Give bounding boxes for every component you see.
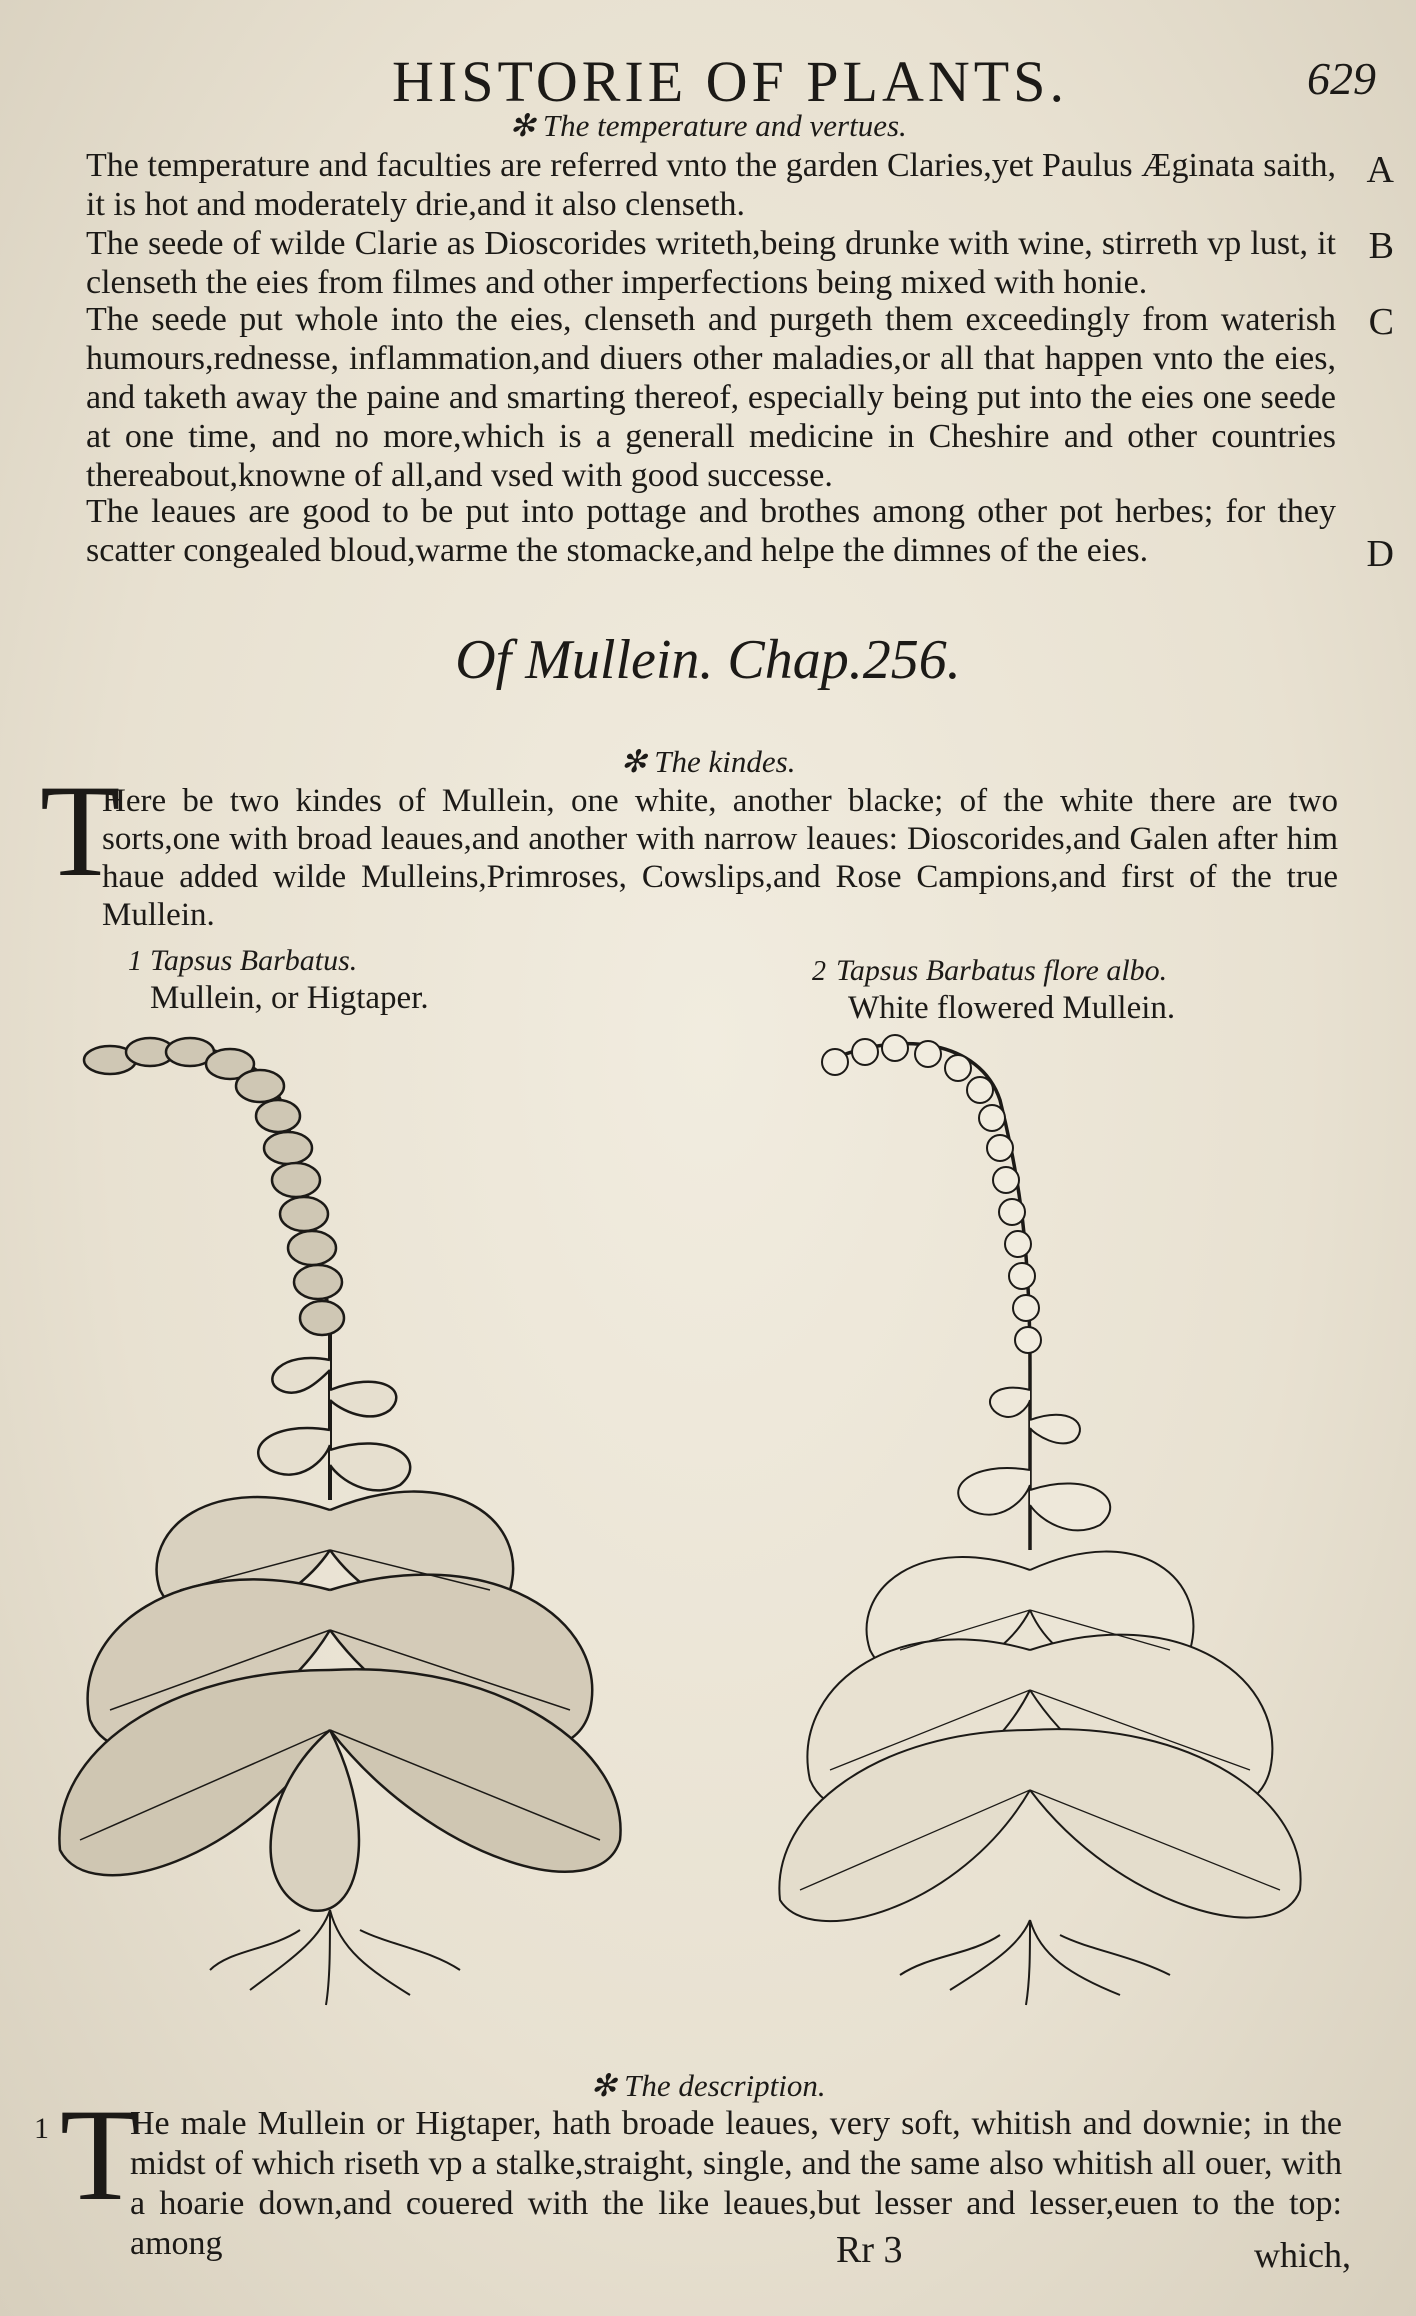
signature-mark: Rr 3 (836, 2229, 903, 2271)
kindes-paragraph: Here be two kindes of Mullein, one white, another blacke; of the white there are two sorts,one with broad leaues,and another with narrow leaues: Dioscorides,and Galen after him haue added wilde Mulleins,Primroses, Cowslips,and Rose Campions,and first of the true Mullein. (102, 783, 1338, 933)
section-heading-temperature: ✻ The temperature and vertues. (509, 108, 907, 143)
figure-2-english-caption: White flowered Mullein. (848, 990, 1176, 1026)
margin-letter-d: D (1366, 533, 1394, 575)
paragraph-d: The leaues are good to be put into pottage and brothes among other pot herbes; for they scatter congealed bloud,warme the stomacke,and helpe the dimnes of the eies. (86, 493, 1336, 569)
paragraph-c: The seede put whole into the eies, clenseth and purgeth them exceedingly from waterish humours,rednesse, inflammation,and diuers other maladies,or all that happen vnto the eies, and taketh away the paine and smarting thereof, especially being put into the eies one seede at one time, and no more,which is a generall medicine in Cheshire and other countries thereabout,knowne of all,and vsed with good successe. (86, 301, 1336, 494)
margin-letter-c: C (1368, 301, 1394, 343)
page-number: 629 (1307, 53, 1376, 104)
paragraph-b: The seede of wilde Clarie as Dioscorides writeth,being drunke with wine, stirreth vp lust, it clenseth the eies from filmes and other imperfections being mixed with honie. (86, 225, 1336, 301)
paragraph-a: The temperature and faculties are referred vnto the garden Claries,yet Paulus Æginata saith, it is hot and moderately drie,and it also clenseth. (86, 147, 1336, 223)
description-paragraph: He male Mullein or Higtaper, hath broade leaues, very soft, whitish and downie; in the midst of which riseth vp a stalke,straight, single, and the same also whitish all ouer, with a hoarie down,and couered with the like leaues,but lesser and lesser,euen to the top: among (130, 2105, 1342, 2262)
mullein-woodcut-icon (30, 1030, 650, 2010)
drop-cap-kindes: T (40, 757, 121, 904)
drop-cap-description: T (60, 2081, 141, 2228)
figure-1-latin-caption: Tapsus Barbatus. (150, 944, 358, 977)
figure-1-english-caption: Mullein, or Higtaper. (150, 980, 429, 1016)
figure-2-latin-caption: Tapsus Barbatus flore albo. (836, 954, 1168, 987)
figure-1-number: 1 (128, 946, 142, 977)
catchword: which, (1254, 2235, 1351, 2275)
section-heading-description: ✻ The description. (590, 2068, 826, 2103)
figure-2-number: 2 (812, 956, 826, 987)
chapter-title: Of Mullein. Chap.256. (455, 629, 961, 691)
margin-letter-a: A (1366, 149, 1394, 191)
running-head: HISTORIE OF PLANTS. (392, 49, 1068, 114)
white-mullein-woodcut-icon (730, 1030, 1350, 2010)
description-item-number: 1 (34, 2112, 49, 2145)
margin-letter-b: B (1368, 225, 1394, 267)
section-heading-kindes: ✻ The kindes. (620, 744, 796, 779)
